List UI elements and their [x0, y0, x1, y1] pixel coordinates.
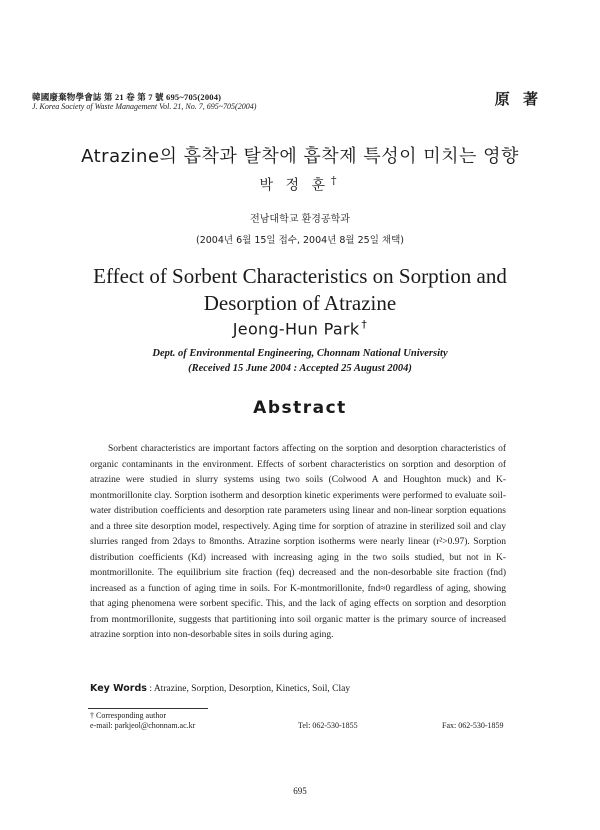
article-type-label: 原 著	[494, 90, 542, 108]
footnote-corresponding-text: Corresponding author	[96, 711, 166, 720]
footnote-mark: †	[90, 711, 94, 720]
footnote-fax: Fax: 062-530-1859	[442, 721, 504, 730]
footnote-tel: Tel: 062-530-1855	[298, 721, 358, 730]
footnote-email: e-mail: parkjeol@chonnam.ac.kr	[90, 721, 196, 730]
korean-author-mark: †	[330, 174, 341, 187]
keywords-line	[90, 683, 350, 694]
english-author-name: Jeong-Hun Park	[232, 319, 360, 339]
english-title	[0, 263, 600, 317]
footnote-corresponding	[90, 711, 166, 720]
korean-dates: (2004년 6월 15일 접수, 2004년 8월 25일 채택)	[196, 235, 404, 246]
keywords-label: Key Words	[90, 683, 147, 694]
footnote-rule	[88, 708, 208, 709]
english-author	[0, 318, 600, 338]
korean-author-name: 박 정 훈	[259, 177, 329, 194]
abstract-heading: Abstract	[253, 398, 347, 418]
english-affiliation: Dept. of Environmental Engineering, Chonnam National University	[152, 348, 448, 359]
korean-author	[0, 174, 600, 195]
english-author-mark: †	[361, 318, 368, 331]
english-title-text: Effect of Sorbent Characteristics on Sorption and Desorption of Atrazine	[93, 264, 507, 315]
journal-header-korean: 韓國廢棄物學會誌 第 21 卷 第 7 號 695~705(2004)	[32, 92, 222, 102]
english-dates: (Received 15 June 2004 : Accepted 25 August 2004)	[188, 363, 412, 374]
abstract-body: Sorbent characteristics are important factors affecting on the sorption and desorption characteristics of organic contaminants in the environment. Effects of sorbent characteristics on sorption and desorption of atrazine were studied in slurry systems using two soils (Colwood A and Houghton muck) and K-montmorillonite clay. Sorption isotherm and desorption kinetic experiments were performed to evaluate soil-water distribution coefficients and desorption rate parameters using linear and non-linear sorption equations and a three site desorption model, respectively. Aging time for sorption of atrazine in sterilized soil and clay slurries ranged from 2days to 8months. Atrazine sorption isotherms were nearly linear (r²>0.97). Sorption distribution coefficients (Kd) increased with increasing aging in the two soils studied, but not in K-montmorillonite. The equilibrium site fraction (feq) decreased and the non-desorbable site fraction (fnd) increased as a function of aging time in soils. For K-montmorillonite, fnd≈0 regardless of aging, showing that aging phenomena were sorbent specific. This, and the lack of aging effects on sorption and desorption from montmorillonite, suggests that partitioning into soil organic matter is the primary source of increased atrazine sorption into non-desorbable sites in soils during aging.	[90, 444, 506, 640]
korean-title: Atrazine의 흡착과 탈착에 흡착제 특성이 미치는 영향	[81, 146, 519, 167]
korean-affiliation: 전남대학교 환경공학과	[250, 214, 350, 225]
keywords-values: : Atrazine, Sorption, Desorption, Kinetics, Soil, Clay	[149, 684, 351, 694]
journal-header-english: J. Korea Society of Waste Management Vol. 21, No. 7, 695~705(2004)	[32, 102, 257, 111]
page-number: 695	[293, 786, 307, 796]
